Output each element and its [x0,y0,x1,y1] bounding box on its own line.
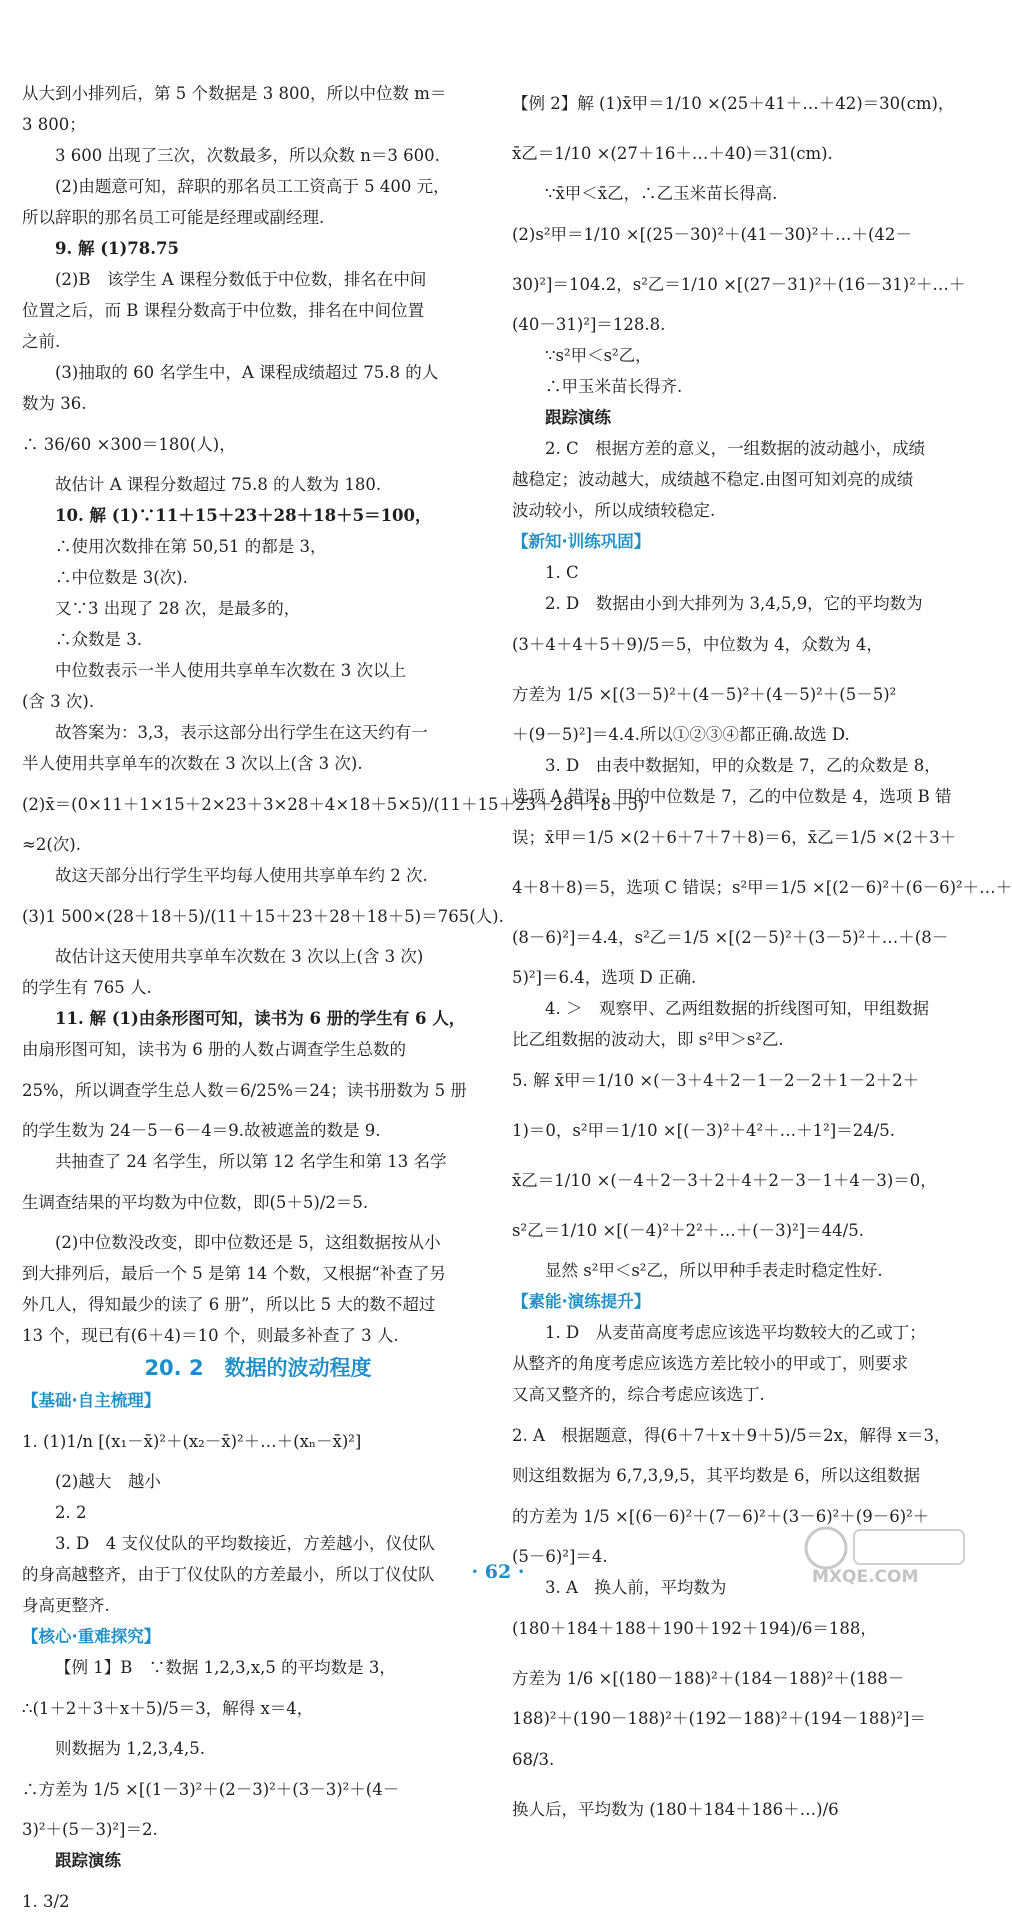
text-line: x̄乙＝1/10 ×(－4＋2－3＋2＋4＋2－3－1＋4－3)＝0， [512,1170,937,1190]
text-line: 1. D 从麦苗高度考虑应该选平均数较大的乙或丁； [545,1323,926,1342]
text-line: 11. 解 (1)由条形图可知，读书为 6 册的学生有 6 人， [55,1009,466,1028]
text-line: 比乙组数据的波动大，即 s²甲＞s²乙. [512,1030,784,1049]
section-header: 【基础·自主梳理】 [22,1391,161,1410]
text-line: ∴方差为 1/5 ×[(1－3)²＋(2－3)²＋(3－3)²＋(4－ [22,1779,400,1799]
text-line: 故这天部分出行学生平均每人使用共享单车约 2 次. [55,866,428,885]
text-line: (5－6)²]＝4. [512,1547,608,1566]
text-line: 3. D 由表中数据知，甲的众数是 7，乙的众数是 8， [545,756,941,775]
text-line: 的方差为 1/5 ×[(6－6)²＋(7－6)²＋(3－6)²＋(9－6)²＋ [512,1506,930,1526]
text-line: 5. 解 x̄甲＝1/10 ×(－3＋4＋2－1－2－2＋1－2＋2＋ [512,1070,920,1090]
section-header: 【素能·演练提升】 [512,1292,651,1311]
watermark-logo-icon [788,1522,978,1586]
text-line: 外几人，得知最少的读了 6 册”，所以比 5 大的数不超过 [22,1295,436,1314]
section-header: 【核心·重难探究】 [22,1627,161,1646]
text-line: ≈2(次). [22,835,81,854]
text-line: ∴甲玉米苗长得齐. [545,377,683,396]
text-line: 【例 2】解 (1)x̄甲＝1/10 ×(25＋41＋…＋42)＝30(cm)， [512,93,955,113]
text-line: ∴众数是 3. [55,630,142,649]
text-line: (2)x̄＝(0×11＋1×15＋2×23＋3×28＋4×18＋5×5)/(11＋15＋23＋28＋18＋5) [22,794,645,814]
text-line: s²乙＝1/10 ×[(－4)²＋2²＋…＋(－3)²]＝44/5. [512,1220,864,1240]
text-line: 1)＝0，s²甲＝1/10 ×[(－3)²＋4²＋…＋1²]＝24/5. [512,1120,896,1140]
text-line: ∴ 36/60 ×300＝180(人)， [22,434,236,454]
text-line: 3. A 换人前，平均数为 [545,1578,727,1597]
text-line: 9. 解 (1)78.75 [55,239,179,258]
text-line: (含 3 次). [22,692,95,711]
text-line: (180＋184＋188＋190＋192＋194)/6＝188， [512,1618,877,1638]
text-line: 所以辞职的那名员工可能是经理或副经理. [22,208,325,227]
text-line: 1. (1)1/n [(x₁－x̄)²＋(x₂－x̄)²＋…＋(xₙ－x̄)²] [22,1431,362,1451]
text-line: 跟踪演练 [55,1851,121,1870]
text-line: 选项 A 错误；甲的中位数是 7，乙的中位数是 4，选项 B 错 [512,787,952,806]
text-line: 换人后，平均数为 (180＋184＋186＋…)/6 [512,1799,839,1819]
text-line: (2)中位数没改变，即中位数还是 5，这组数据按从小 [55,1233,441,1252]
text-line: 5)²]＝6.4，选项 D 正确. [512,968,697,987]
text-line: 30)²]＝104.2，s²乙＝1/10 ×[(27－31)²＋(16－31)²＋…＋ [512,274,966,294]
text-line: x̄乙＝1/10 ×(27＋16＋…＋40)＝31(cm). [512,143,833,163]
text-line: 又∵3 出现了 28 次，是最多的， [55,599,301,618]
text-line: 故估计这天使用共享单车次数在 3 次以上(含 3 次) [55,947,424,966]
text-line: 10. 解 (1)∵11＋15＋23＋28＋18＋5＝100， [55,506,432,525]
text-line: 2. C 根据方差的意义，一组数据的波动越小，成绩 [545,439,926,458]
text-line: 到大排列后，最后一个 5 是第 14 个数，又根据“补查了另 [22,1264,446,1283]
section-header: 【新知·训练巩固】 [512,532,651,551]
text-line: 显然 s²甲＜s²乙，所以甲种手表走时稳定性好. [545,1261,883,1280]
text-line: ∵x̄甲＜x̄乙，∴乙玉米苗长得高. [545,184,778,203]
page-number: · 62 · [471,1561,525,1583]
text-line: ∴使用次数排在第 50,51 的都是 3， [55,537,327,556]
text-line: ∴(1＋2＋3＋x＋5)/5＝3，解得 x＝4， [22,1698,314,1718]
text-line: (2)越大 越小 [55,1472,161,1491]
text-line: 3)²＋(5－3)²]＝2. [22,1820,158,1839]
text-line: (8－6)²]＝4.4，s²乙＝1/5 ×[(2－5)²＋(3－5)²＋…＋(8－ [512,927,949,947]
text-line: (2)B 该学生 A 课程分数低于中位数，排名在中间 [55,270,427,289]
text-line: 68/3. [512,1749,555,1769]
text-line: 2. D 数据由小到大排列为 3,4,5,9，它的平均数为 [545,594,923,613]
text-line: 半人使用共享单车的次数在 3 次以上(含 3 次). [22,754,363,773]
text-line: 生调查结果的平均数为中位数，即(5＋5)/2＝5. [22,1192,369,1212]
text-line: 13 个，现已有(6＋4)＝10 个，则最多补查了 3 人. [22,1326,399,1345]
text-line: 【例 1】B ∵数据 1,2,3,x,5 的平均数是 3， [55,1658,396,1677]
text-line: 1. 3/2 [22,1891,70,1911]
text-line: 从整齐的角度考虑应该选方差比较小的甲或丁，则要求 [512,1354,908,1373]
section-title: 20. 2 数据的波动程度 [144,1356,372,1380]
text-line: 3. D 4 支仪仗队的平均数接近，方差越小，仪仗队 [55,1534,435,1553]
text-line: 中位数表示一半人使用共享单车次数在 3 次以上 [55,661,406,680]
text-line: 跟踪演练 [545,408,611,427]
text-line: 故答案为：3,3，表示这部分出行学生在这天约有一 [55,723,428,742]
text-line: 又高又整齐的，综合考虑应该选丁. [512,1385,765,1404]
text-line: 2. 2 [55,1503,87,1522]
text-line: 数为 36. [22,394,87,413]
text-line: 的学生数为 24－5－6－4＝9.故被遮盖的数是 9. [22,1121,381,1140]
text-line: 身高更整齐. [22,1596,110,1615]
text-line: 4. ＞ 观察甲、乙两组数据的折线图可知，甲组数据 [545,999,929,1018]
text-line: (3＋4＋4＋5＋9)/5＝5，中位数为 4，众数为 4， [512,634,883,654]
text-line: 误；x̄甲＝1/5 ×(2＋6＋7＋7＋8)＝6，x̄乙＝1/5 ×(2＋3＋ [512,827,957,847]
text-line: (40－31)²]＝128.8. [512,315,666,334]
text-line: 方差为 1/6 ×[(180－188)²＋(184－188)²＋(188－ [512,1668,905,1688]
text-line: (2)s²甲＝1/10 ×[(25－30)²＋(41－30)²＋…＋(42－ [512,224,912,244]
text-line: (2)由题意可知，辞职的那名员工工资高于 5 400 元， [55,177,450,196]
text-line: 越稳定；波动越大，成绩越不稳定.由图可知刘亮的成绩 [512,470,914,489]
text-line: 2. A 根据题意，得(6＋7＋x＋9＋5)/5＝2x，解得 x＝3， [512,1425,951,1445]
text-line: 则数据为 1,2,3,4,5. [55,1739,205,1758]
text-line: 波动较小，所以成绩较稳定. [512,501,716,520]
text-line: 方差为 1/5 ×[(3－5)²＋(4－5)²＋(4－5)²＋(5－5)² [512,684,897,704]
text-line: ∴中位数是 3(次). [55,568,188,587]
text-line: ∵s²甲＜s²乙， [545,346,652,365]
text-line: 188)²＋(190－188)²＋(192－188)²＋(194－188)²]＝ [512,1709,926,1728]
text-line: 的学生有 765 人. [22,978,152,997]
text-line: 4＋8＋8)＝5，选项 C 错误；s²甲＝1/5 ×[(2－6)²＋(6－6)²＋…＋ [512,877,1012,897]
text-line: ＋(9－5)²]＝4.4.所以①②③④都正确.故选 D. [512,725,850,744]
text-line: 由扇形图可知，读书为 6 册的人数占调查学生总数的 [22,1040,406,1059]
watermark-text: MXQE.COM [812,1567,919,1587]
text-line: 共抽查了 24 名学生，所以第 12 名学生和第 13 名学 [55,1152,447,1171]
text-line: 的身高越整齐，由于丁仪仗队的方差最小，所以丁仪仗队 [22,1565,435,1584]
text-line: 之前. [22,332,61,351]
text-line: 3 800； [22,115,86,134]
text-line: 则这组数据为 6,7,3,9,5，其平均数是 6，所以这组数据 [512,1466,920,1485]
text-line: 故估计 A 课程分数超过 75.8 的人数为 180. [55,475,382,494]
text-line: 位置之后，而 B 课程分数高于中位数，排名在中间位置 [22,301,425,320]
text-line: 1. C [545,563,579,582]
text-line: 25%，所以调查学生总人数＝6/25%＝24；读书册数为 5 册 [22,1080,467,1100]
text-line: 从大到小排列后，第 5 个数据是 3 800，所以中位数 m＝ [22,84,447,103]
text-line: 3 600 出现了三次，次数最多，所以众数 n＝3 600. [55,146,440,165]
text-line: (3)1 500×(28＋18＋5)/(11＋15＋23＋28＋18＋5)＝765(人). [22,906,504,926]
text-line: (3)抽取的 60 名学生中，A 课程成绩超过 75.8 的人 [55,363,439,382]
